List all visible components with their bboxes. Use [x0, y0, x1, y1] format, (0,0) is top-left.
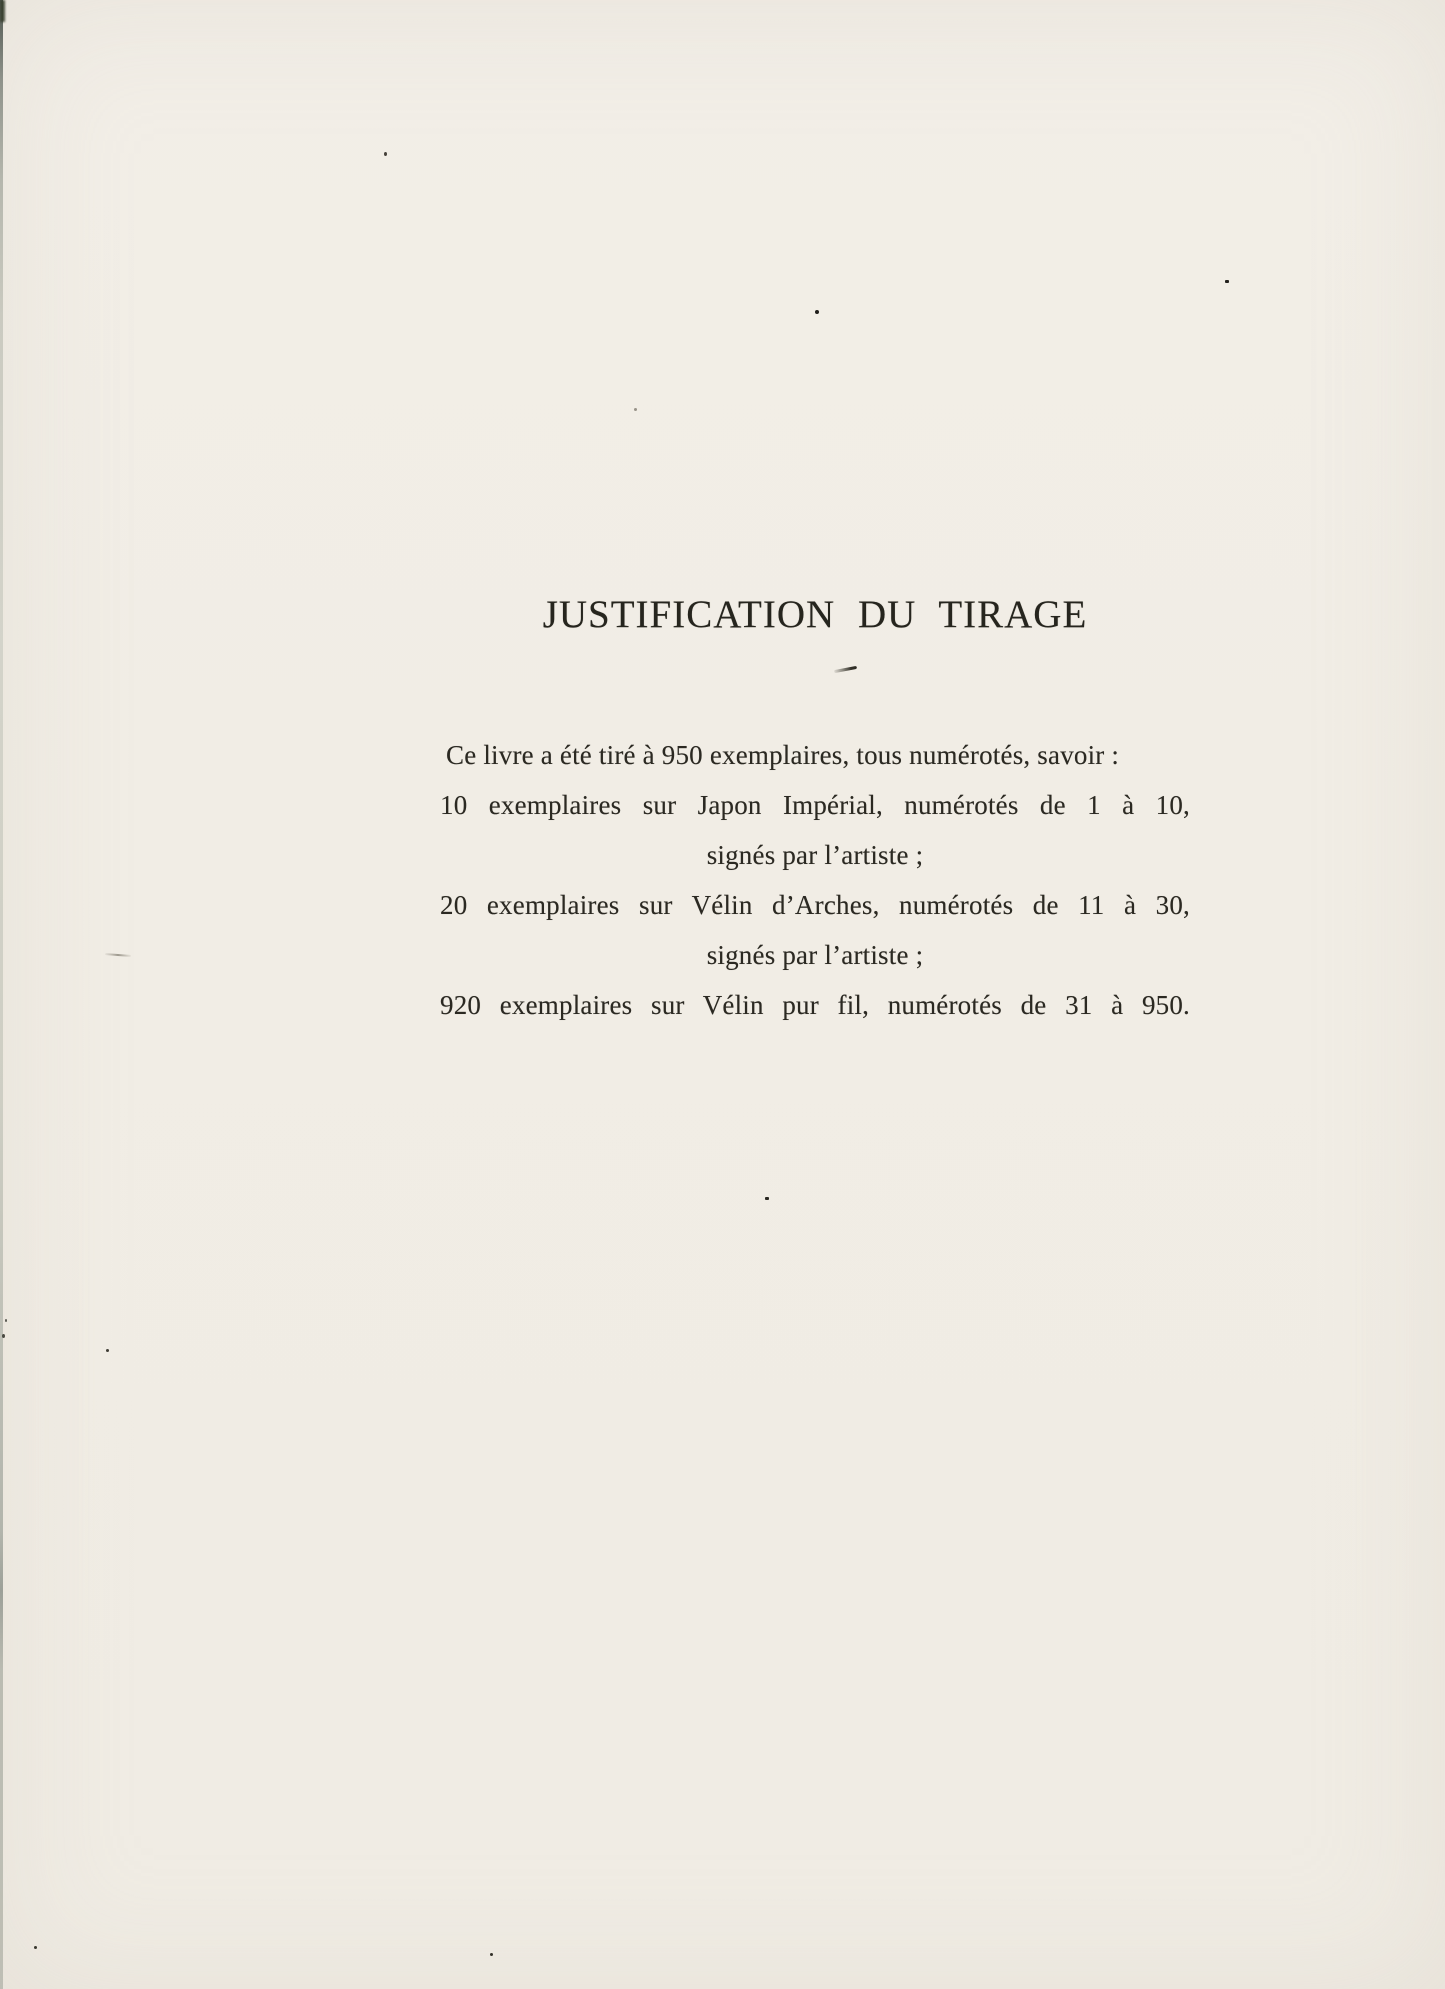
dust-speck: [765, 1197, 769, 1200]
ornament-dash: [834, 666, 857, 673]
dust-speck: [490, 1953, 493, 1956]
dust-speck: [634, 408, 637, 411]
dust-speck: [5, 1319, 7, 1322]
colophon-signed-line: signés par l’artiste ;: [706, 840, 924, 870]
dust-speck: [815, 310, 819, 314]
scan-hairline-artifact: [105, 953, 131, 957]
dust-speck: [384, 152, 387, 156]
scanner-corner-artifact: [0, 0, 5, 22]
colophon-purfil-line: 920 exemplaires sur Vélin pur fil, numérotés de 31 à 950.: [440, 990, 1190, 1020]
dust-speck: [106, 1349, 109, 1352]
page-title: JUSTIFICATION DU TIRAGE: [542, 593, 1088, 636]
colophon-text-block: [440, 730, 1190, 1030]
dust-speck: [1225, 280, 1229, 283]
scanner-edge-artifact: [0, 0, 3, 1989]
dust-speck: [2, 1334, 5, 1338]
colophon-japon-line: 10 exemplaires sur Japon Impérial, numérotés de 1 à 10,: [440, 790, 1190, 820]
colophon-signed-line: signés par l’artiste ;: [706, 940, 924, 970]
dust-speck: [34, 1946, 37, 1949]
colophon-arches-line: 20 exemplaires sur Vélin d’Arches, numérotés de 11 à 30,: [440, 890, 1190, 920]
colophon-intro-line: Ce livre a été tiré à 950 exemplaires, tous numérotés, savoir :: [446, 740, 1120, 770]
